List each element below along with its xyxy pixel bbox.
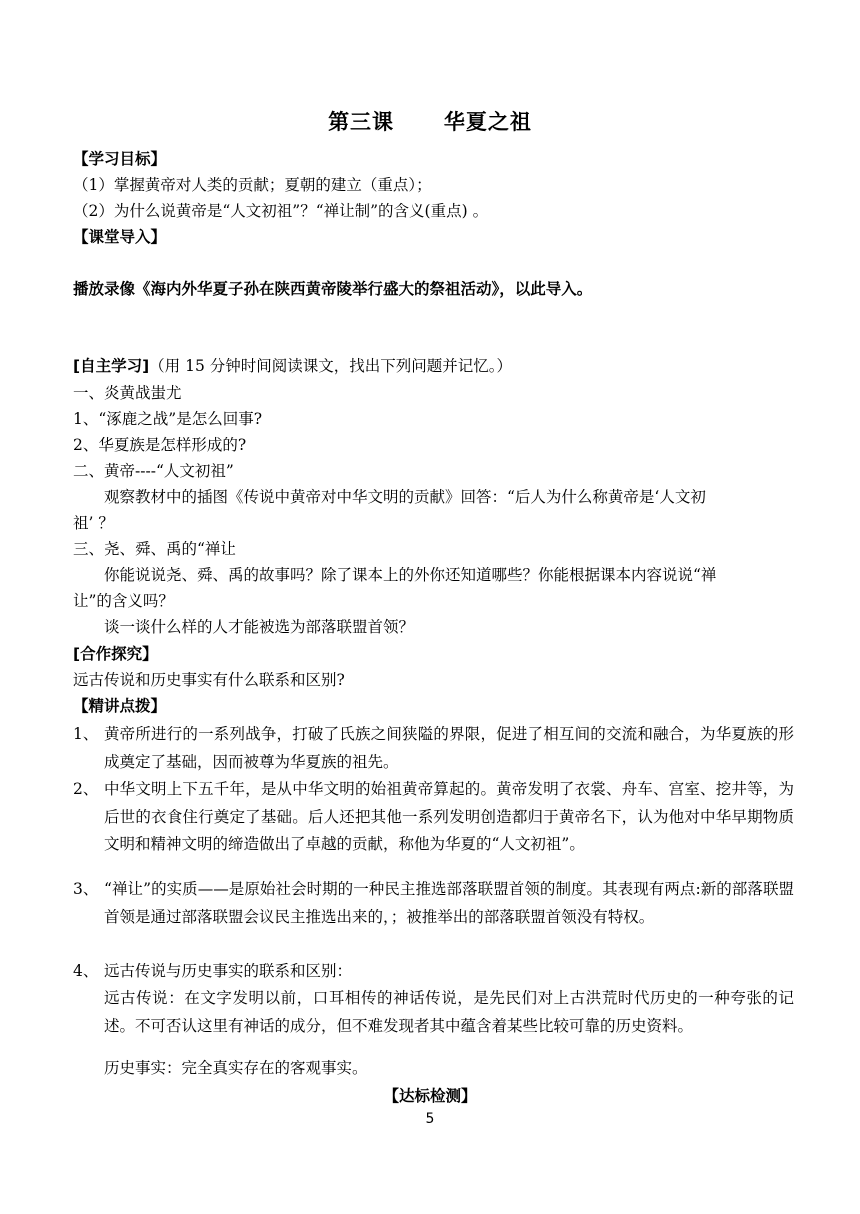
chanrang-q-line-2: 让”的含义吗？ [73, 592, 174, 610]
observe-line-1: 观察教材中的插图《传说中黄帝对中华文明的贡献》回答：“后人为什么称黄帝是‘人文初 [104, 488, 706, 506]
self-study-heading: [自主学习] [73, 357, 150, 375]
point-3-number: 3、 [73, 880, 99, 898]
observe-line-2: 祖’ ？ [73, 514, 114, 532]
self-study-sec1: 一、炎黄战蚩尤 [73, 384, 182, 402]
self-study-line [73, 355, 512, 377]
point-3-text: “禅让”的实质——是原始社会时期的一种民主推选部落联盟首领的制度。其表现有两点:新的部落联盟首领是通过部落联盟会议民主推选出来的，；被推举出的部落联盟首领没有特权。 [104, 880, 794, 926]
lesson-title: 第三课 华夏之祖 [328, 110, 532, 134]
point-4-text: 远古传说与历史事实的联系和区别： [104, 962, 353, 980]
self-study-sec3: 三、尧、舜、禹的“禅让 [73, 540, 236, 558]
goals-heading: 【学习目标】 [73, 150, 167, 168]
self-study-sec2: 二、黄帝----“人文初祖” [73, 462, 234, 480]
goal-item-1: （1）掌握黄帝对人类的贡献；夏朝的建立（重点）； [73, 176, 432, 194]
explore-heading: [合作探究】 [73, 645, 158, 663]
point-2-number: 2、 [73, 780, 99, 798]
self-study-q1: 1、“涿鹿之战”是怎么回事? [73, 410, 263, 428]
chanrang-q-line-1: 你能说说尧、舜、禹的故事吗？除了课本上的外你还知道哪些？你能根据课本内容说说“禅 [104, 566, 717, 584]
explore-text: 远古传说和历史事实有什么联系和区别? [73, 671, 345, 689]
goal-item-2: （2）为什么说黄帝是“人文初祖”？“禅让制”的含义(重点) 。 [73, 202, 489, 220]
intro-heading: 【课堂导入】 [73, 228, 167, 246]
fact-explanation: 历史事实：完全真实存在的客观事实。 [104, 1059, 368, 1077]
point-2-text: 中华文明上下五千年，是从中华文明的始祖黄帝算起的。黄帝发明了衣裳、舟车、宫室、挖井等，为后世的衣食住行奠定了基础。后人还把其他一系列发明创造都归于黄帝名下，认为他对中华早期物质文明和精神文明的缔造做出了卓越的贡献，称他为华夏的“人文初祖”。 [104, 780, 794, 853]
self-study-note: （用 15 分钟时间阅读课文，找出下列问题并记忆。） [149, 357, 513, 375]
intro-text: 播放录像《海内外华夏子孙在陕西黄帝陵举行盛大的祭祖活动》，以此导入。 [73, 280, 593, 298]
legend-explanation: 远古传说：在文字发明以前，口耳相传的神话传说，是先民们对上古洪荒时代历史的一种夸张的记述。不可否认这里有神话的成分，但不难发现者其中蕴含着某些比较可靠的历史资料。 [104, 989, 794, 1035]
point-1-text: 黄帝所进行的一系列战争，打破了氏族之间狭隘的界限，促进了相互间的交流和融合，为华夏族的形成奠定了基础，因而被尊为华夏族的祖先。 [104, 725, 794, 771]
leader-question: 谈一谈什么样的人才能被选为部落联盟首领？ [104, 618, 415, 636]
point-1-number: 1、 [73, 725, 99, 743]
key-points-heading: 【精讲点拨】 [73, 697, 167, 715]
test-heading: 【达标检测】 [383, 1087, 477, 1105]
point-4-number: 4、 [73, 962, 99, 980]
page-number: 5 [425, 1111, 435, 1127]
self-study-q2: 2、华夏族是怎样形成的? [73, 436, 247, 454]
